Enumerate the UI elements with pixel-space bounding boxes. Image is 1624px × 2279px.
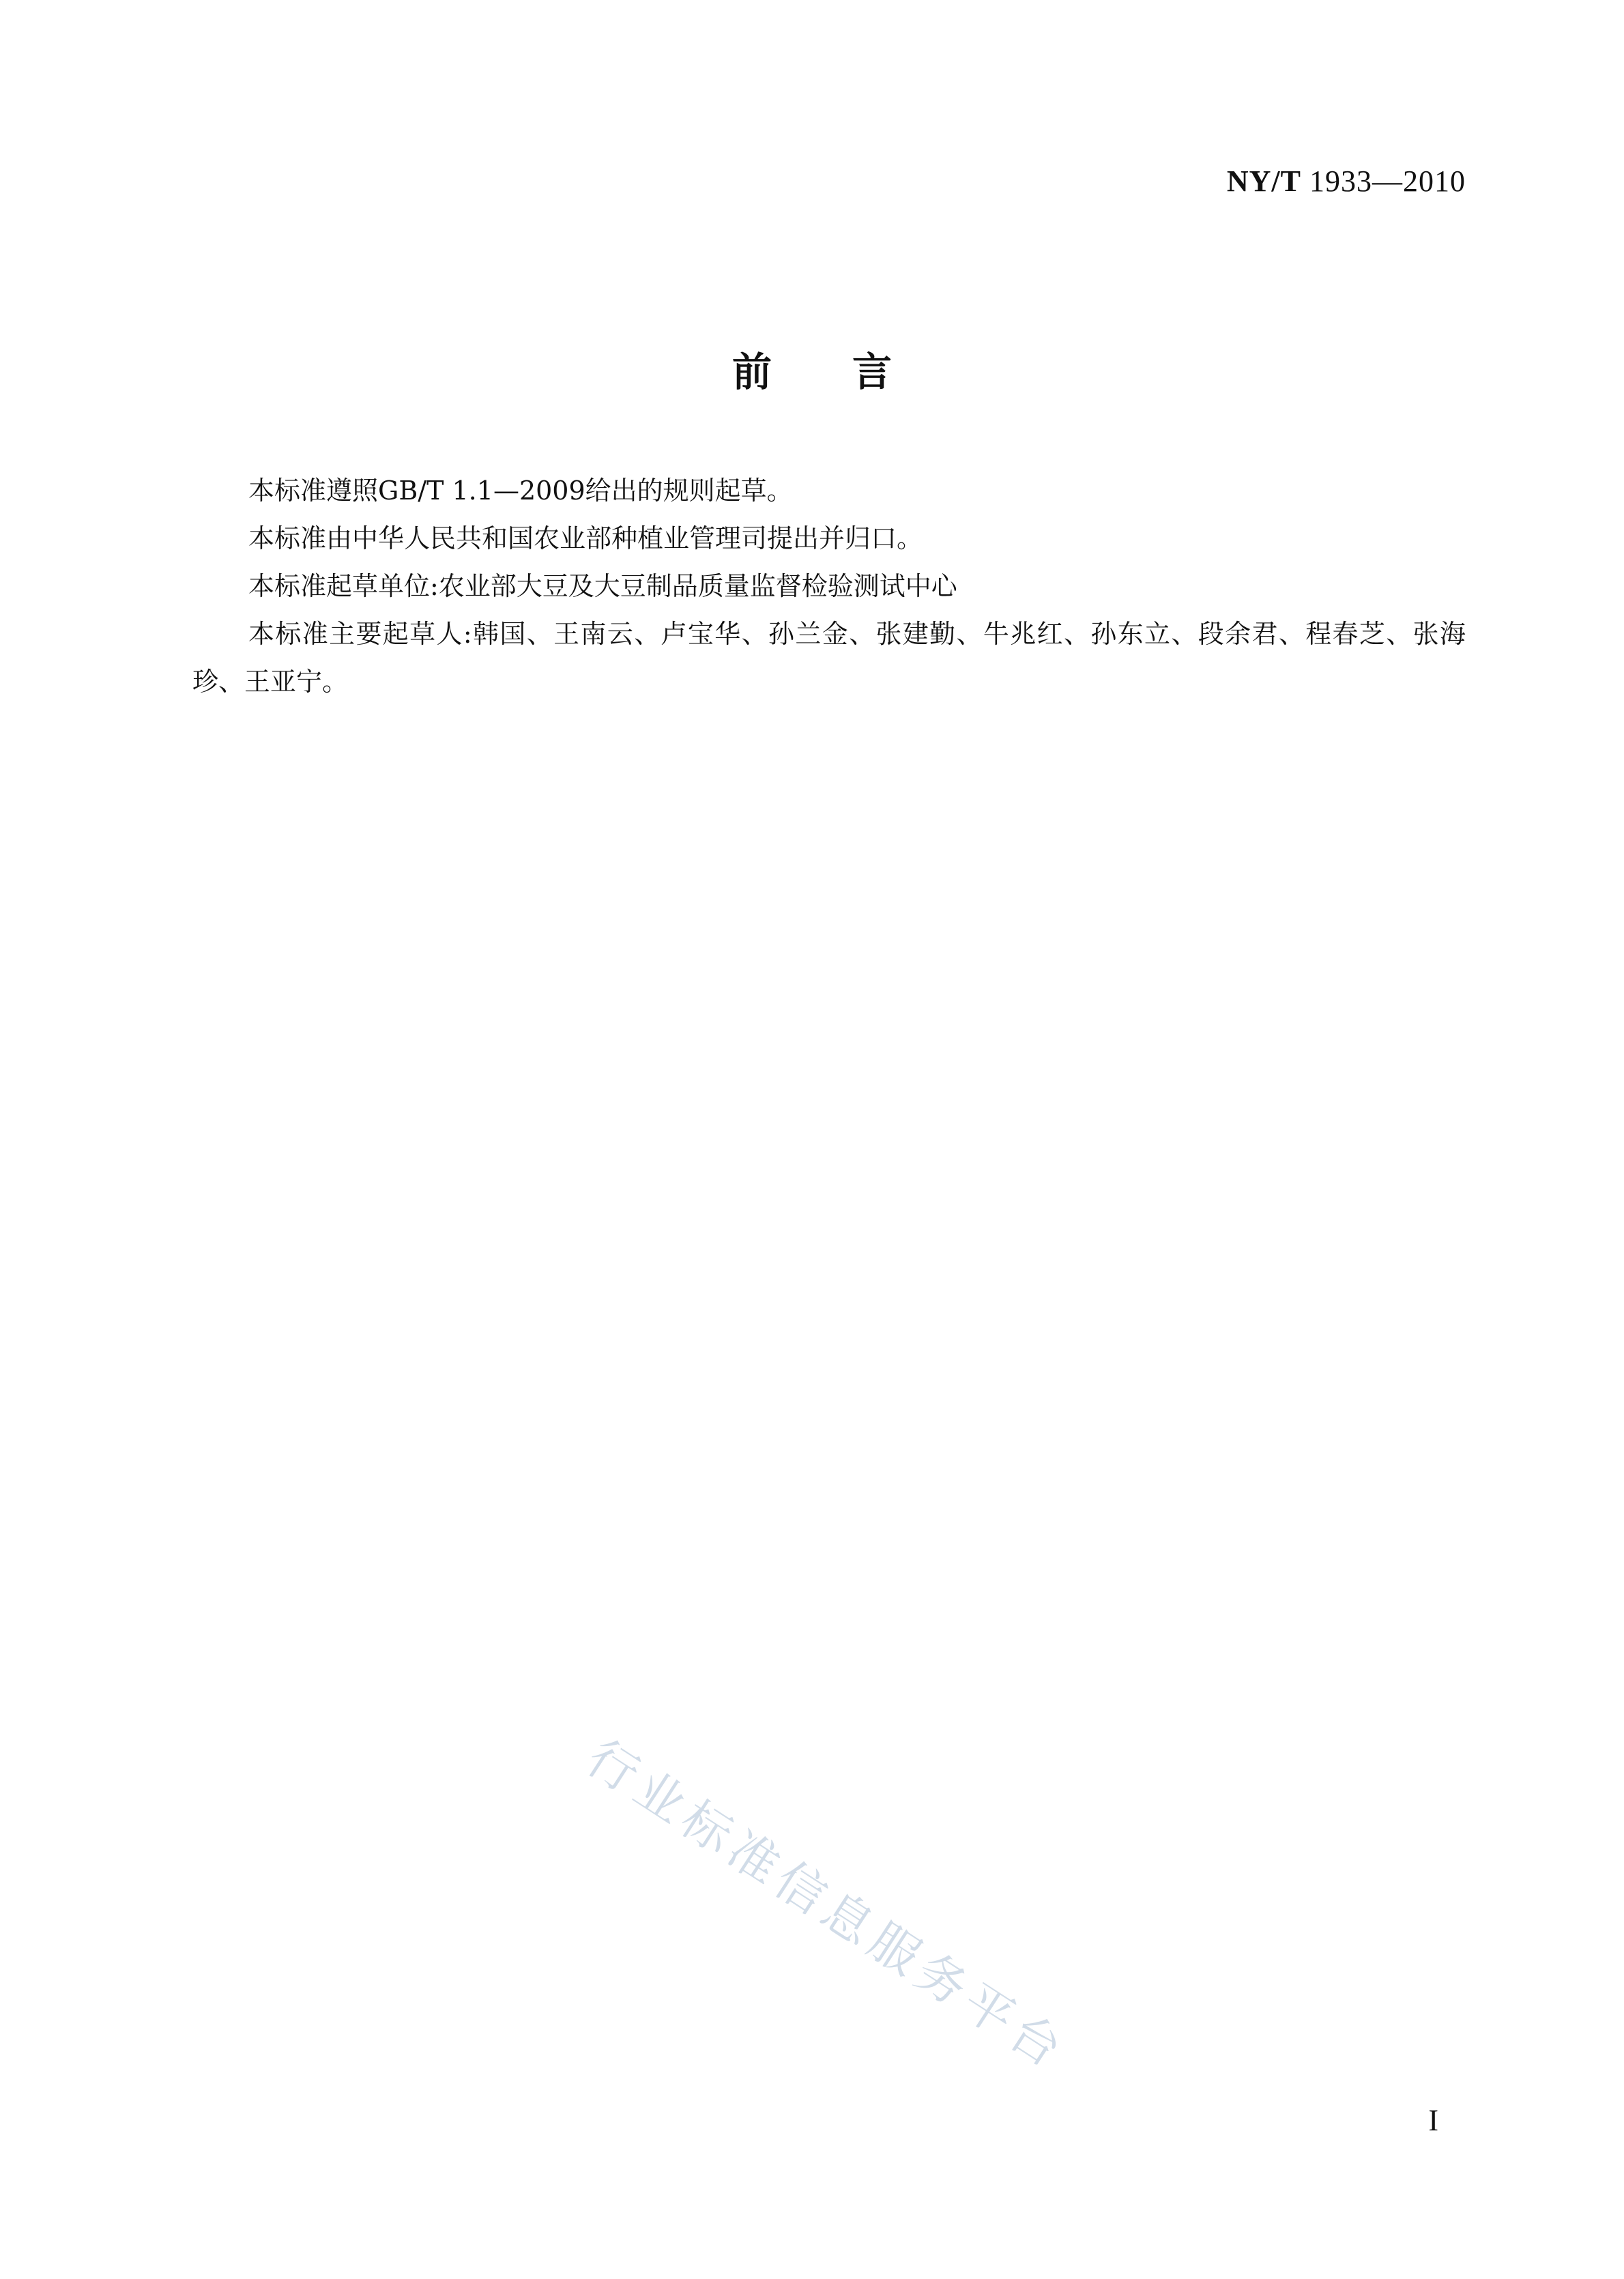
page-number: I	[1428, 2104, 1438, 2137]
title-char-2: 言	[852, 349, 893, 395]
standard-code	[1227, 164, 1466, 199]
watermark: 行业标准信息服务平台	[577, 1728, 1078, 2082]
standard-prefix: NY/T	[1226, 164, 1301, 198]
paragraph-drafting-unit: 本标准起草单位:农业部大豆及大豆制品质量监督检验测试中心	[248, 571, 957, 601]
foreword-body	[192, 467, 1466, 706]
paragraph-drafters: 本标准主要起草人:韩国、王南云、卢宝华、孙兰金、张建勤、牛兆红、孙东立、段余君、程春芝、张海珍、王亚宁。	[192, 619, 1466, 697]
paragraph-proposer: 本标准由中华人民共和国农业部种植业管理司提出并归口。	[248, 523, 923, 553]
title-char-1: 前	[731, 349, 772, 395]
page-title	[0, 340, 1624, 397]
standard-number: 1933—2010	[1309, 164, 1466, 198]
paragraph-drafting-rules: 本标准遵照GB/T 1.1—2009给出的规则起草。	[248, 476, 793, 506]
